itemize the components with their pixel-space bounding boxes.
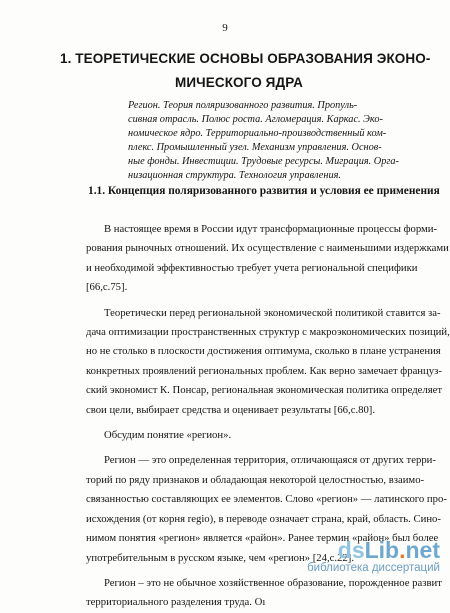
keywords-line: сивная отрасль. Полюс роста. Агломерация. Каркас. Эко- (128, 114, 383, 125)
text-line: Регион — это определенная территория, отличающаяся от других терри- (104, 454, 436, 467)
text-line: В настоящее время в России идут трансформационные процессы форми- (104, 223, 438, 235)
text-line: ский экономист К. Понсар, региональная экономическая политика определяет (86, 384, 443, 397)
text-line: конкретных проявлений региональных проблем. Как верно замечает француз- (86, 364, 442, 377)
brand-ds: ds (337, 537, 365, 563)
text-line: [66,с.75]. (86, 281, 128, 294)
keywords-line: ные фонды. Инвестиции. Трудовые ресурсы. Миграция. Орга- (128, 156, 399, 167)
text-line: дача оптимизации пространственных структур с макроэкономических позиций, (86, 326, 450, 339)
paragraph (86, 426, 431, 445)
keywords-line: номическое ядро. Территориально-производственный ком- (128, 128, 387, 139)
keywords-line: плекс. Промышленный узел. Механизм управления. Основ- (128, 142, 382, 153)
watermark-brand (307, 538, 440, 562)
text-line: исхождения (от корня regio), в переводе означает страна, край, область. Сино- (86, 512, 441, 525)
text-line: рования рыночных отношений. Их осуществление с наименьшими издержками (86, 242, 449, 255)
text-line: и необходимой эффективностью требует учета региональной специфики (86, 261, 418, 274)
text-line: Регион – это не обычное хозяйственное образование, порожденное развит (104, 576, 442, 589)
brand-dot: . (399, 537, 406, 563)
watermark-subtitle: библиотека диссертаций (307, 562, 440, 574)
text-line: связанностью составляющих ее элементов. Слово «регион» — латинского про- (86, 493, 447, 506)
chapter-title (60, 47, 431, 95)
text-line: территориального разделения труда. Оı (86, 596, 266, 609)
keywords-line: низационная структура. Технология управления. (128, 170, 341, 181)
text-line: Обсудим понятие «регион». (104, 429, 232, 442)
paragraph (86, 574, 442, 613)
watermark-logo[interactable] (307, 538, 440, 575)
page-number: 9 (222, 22, 228, 34)
paragraph (86, 220, 449, 298)
text-line: но не столько в плоскости достижения оптимума, сколько в плане устранения (86, 345, 441, 358)
text-line: Теоретически перед региональной экономической политикой ставится за- (104, 306, 441, 319)
paragraph (86, 304, 450, 420)
text-line: свои цели, выбирает средства и оценивает результаты [66,с.80]. (86, 403, 376, 416)
brand-lib: Lib (364, 537, 400, 563)
chapter-title-line: МИЧЕСКОГО ЯДРА (175, 75, 303, 90)
section-title: 1.1. Концепция поляризованного развития и условия ее применения (88, 185, 440, 197)
keywords-block (128, 99, 430, 183)
text-line: нимом понятия «регион» является «район». Ранее термин «район» был более (86, 532, 439, 545)
chapter-title-line: 1. ТЕОРЕТИЧЕСКИЕ ОСНОВЫ ОБРАЗОВАНИЯ ЭКОНО- (60, 51, 431, 66)
text-line: торий по ряду признаков и обладающая некоторой целостностью, взаимо- (86, 473, 425, 486)
text-line: употребительным в русском языке, чем «регион» [24,с.22]. (86, 551, 354, 564)
keywords-line: Регион. Теория поляризованного развития. Пропуль- (128, 100, 358, 111)
brand-net: net (405, 537, 440, 563)
